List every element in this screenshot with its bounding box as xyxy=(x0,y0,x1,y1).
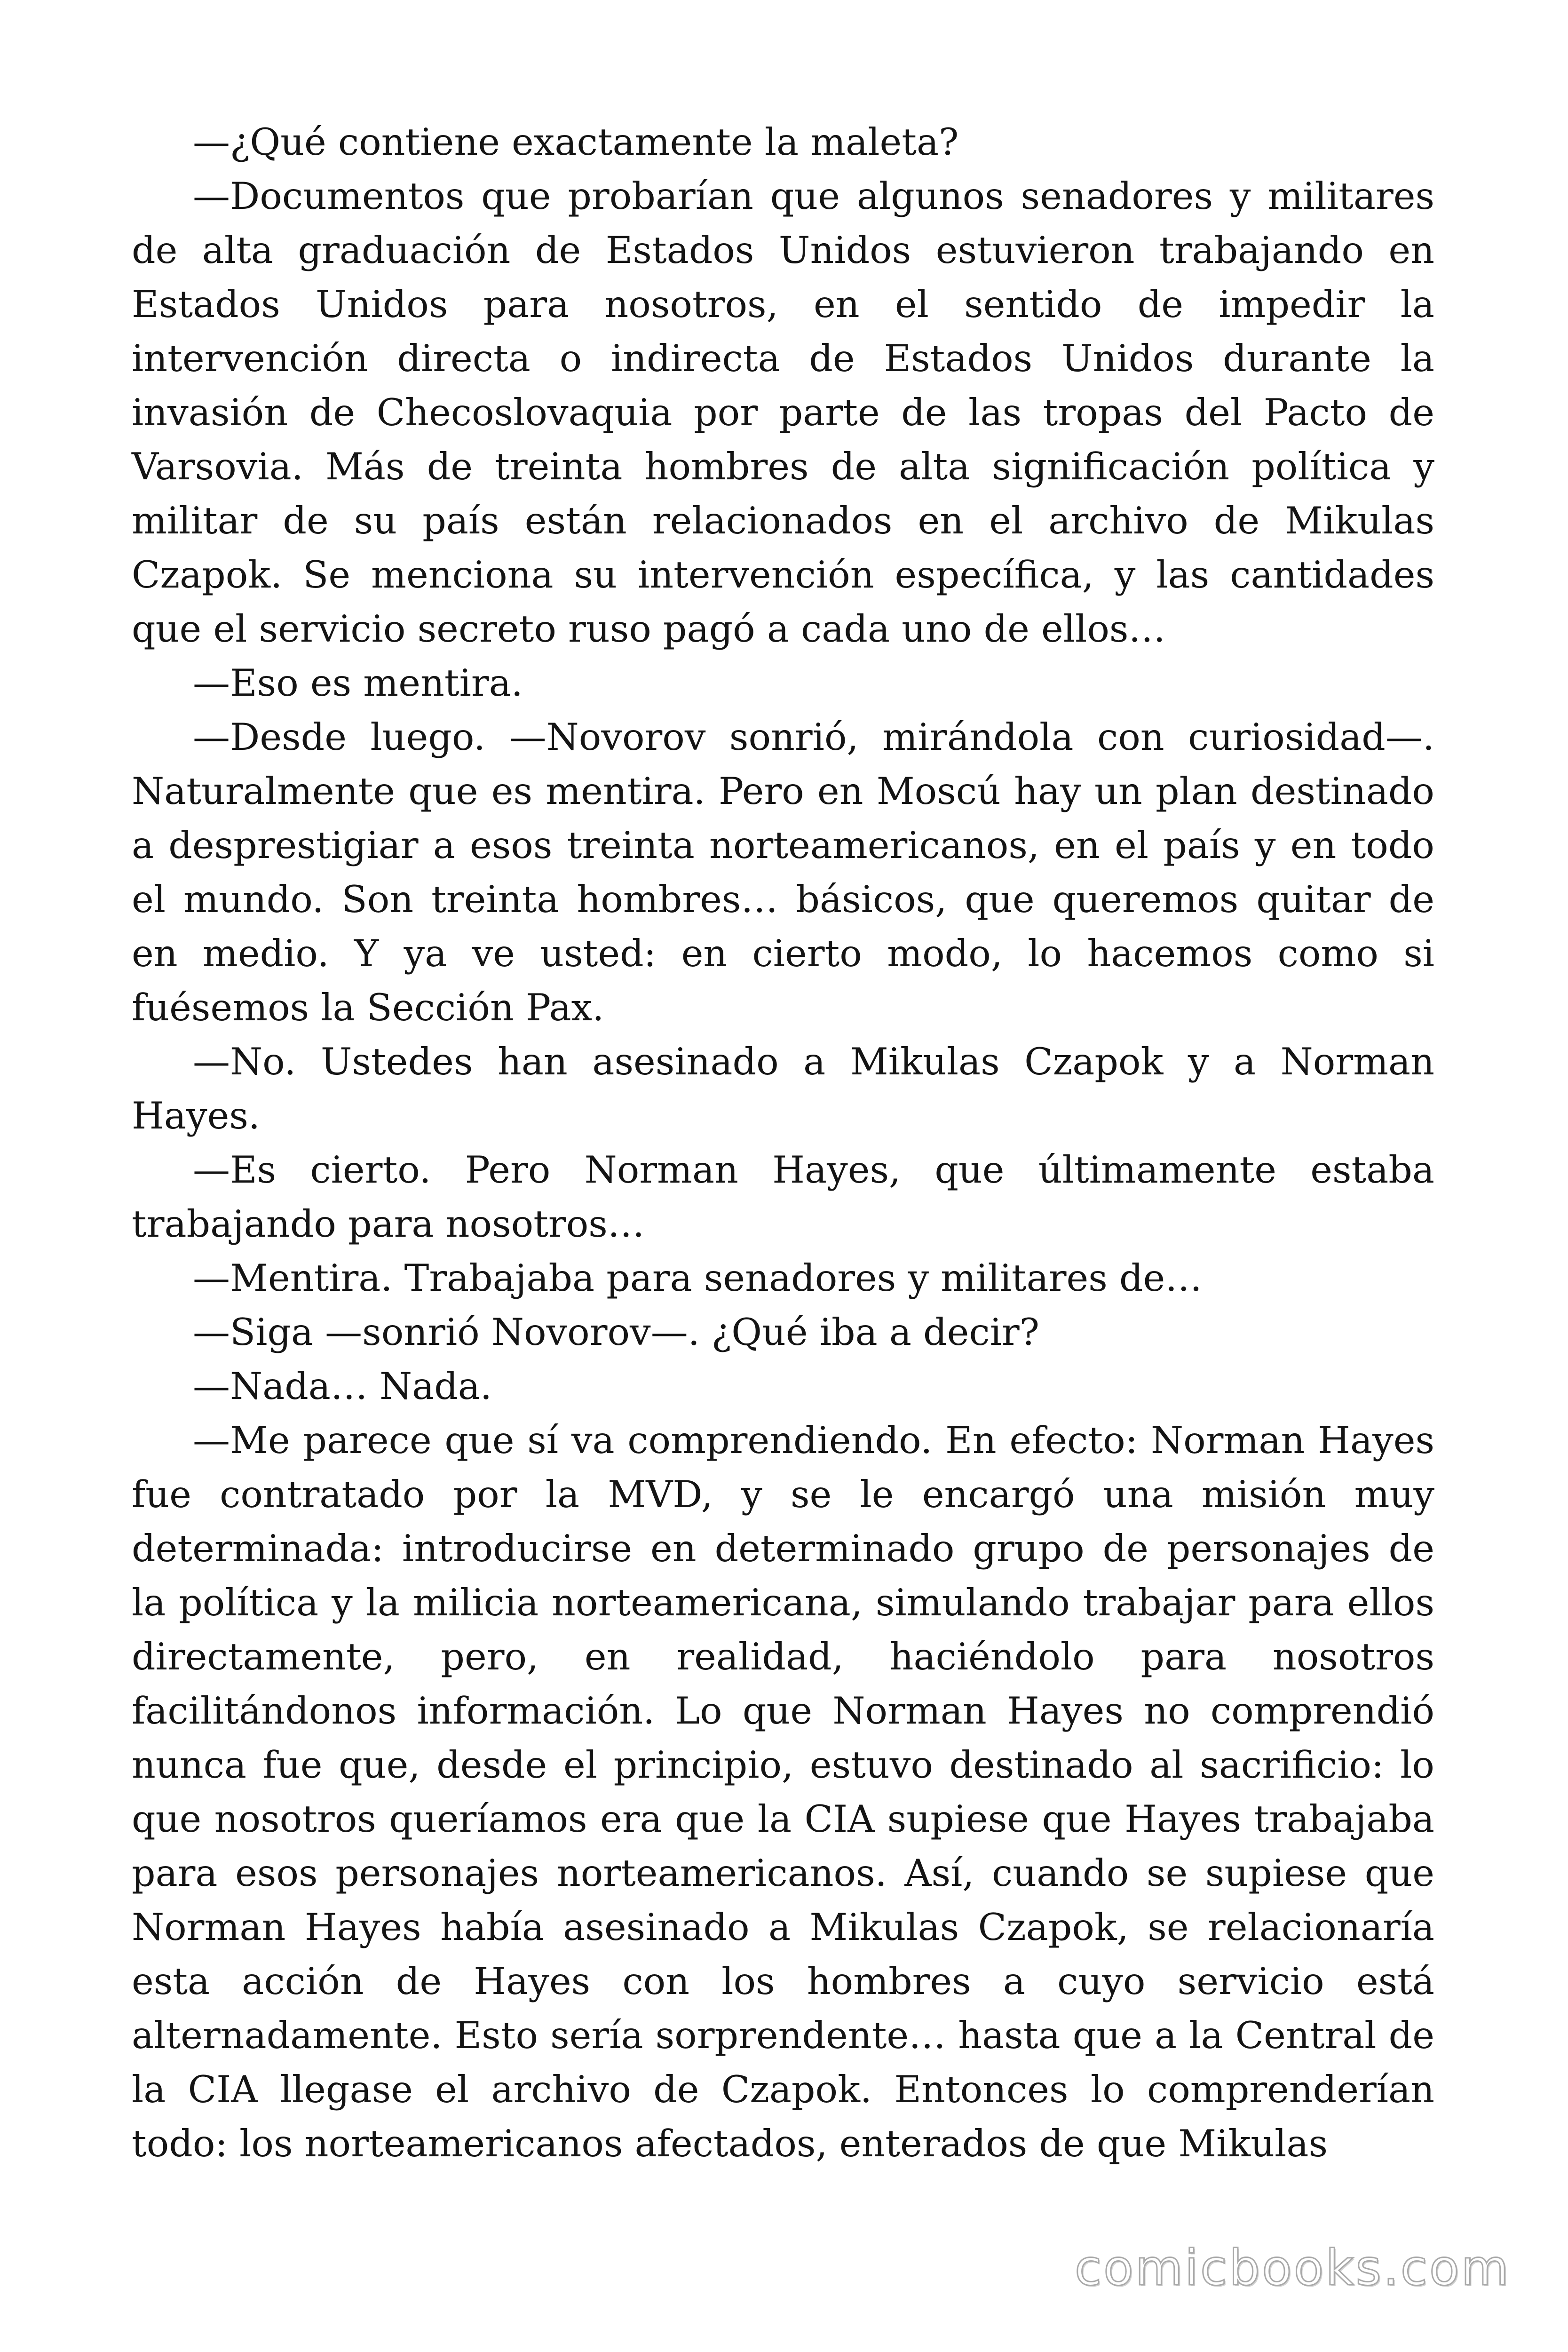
paragraph: —Documentos que probarían que algunos senadores y militares de alta graduación de Estados Unidos estuvieron trabajando en Estados Unidos para nosotros, en el sentido de impedir la intervención directa o indirecta de Estados Unidos durante la invasión de Checoslovaquia por parte de las tropas del Pacto de Varsovia. Más de treinta hombres de alta significación política y militar de su país están relacionados en el archivo de Mikulas Czapok. Se menciona su intervención específica, y las cantidades que el servicio secreto ruso pagó a cada uno de ellos… xyxy=(132,175,1434,651)
page-body xyxy=(132,115,1434,2171)
paragraph: —Desde luego. —Novorov sonrió, mirándola con curiosidad—. Naturalmente que es mentira. Pero en Moscú hay un plan destinado a desprestigiar a esos treinta norteamericanos, en el país y en todo el mundo. Son treinta hombres… básicos, que queremos quitar de en medio. Y ya ve usted: en cierto modo, lo hacemos como si fuésemos la Sección Pax. xyxy=(132,715,1434,1029)
paragraph: —Siga —sonrió Novorov—. ¿Qué iba a decir? xyxy=(193,1311,1039,1354)
watermark: comicbooks.com xyxy=(1074,2239,1511,2296)
paragraph: —Mentira. Trabajaba para senadores y militares de… xyxy=(193,1256,1203,1300)
paragraph: —¿Qué contiene exactamente la maleta? xyxy=(193,120,959,164)
paragraph: —Es cierto. Pero Norman Hayes, que últimamente estaba trabajando para nosotros… xyxy=(132,1148,1434,1246)
paragraph: —No. Ustedes han asesinado a Mikulas Czapok y a Norman Hayes. xyxy=(132,1040,1434,1137)
paragraph: —Eso es mentira. xyxy=(193,661,523,705)
paragraph: —Me parece que sí va comprendiendo. En efecto: Norman Hayes fue contratado por la MVD, y se le encargó una misión muy determinada: introducirse en determinado grupo de personajes de la política y la milicia norteamericana, simulando trabajar para ellos directamente, pero, en realidad, haciéndolo para nosotros facilitándonos información. Lo que Norman Hayes no comprendió nunca fue que, desde el principio, estuvo destinado al sacrificio: lo que nosotros queríamos era que la CIA supiese que Hayes trabajaba para esos personajes norteamericanos. Así, cuando se supiese que Norman Hayes había asesinado a Mikulas Czapok, se relacionaría esta acción de Hayes con los hombres a cuyo servicio está alternadamente. Esto sería sorprendente… hasta que a la Central de la CIA llegase el archivo de Czapok. Entonces lo comprenderían todo: los norteamericanos afectados, enterados de que Mikulas xyxy=(132,1419,1434,2165)
paragraph: —Nada… Nada. xyxy=(193,1365,492,1408)
